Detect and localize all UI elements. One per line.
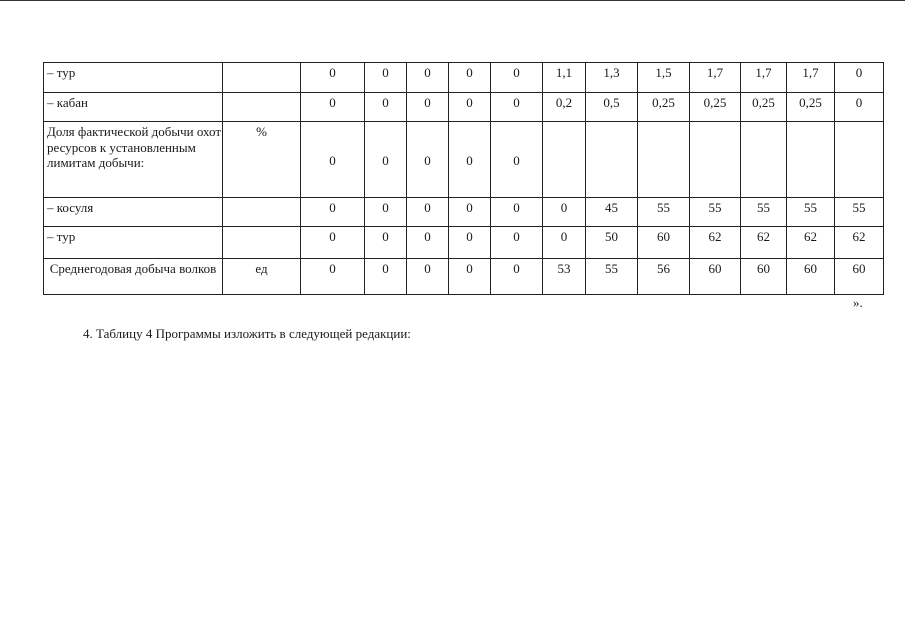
- table-cell: 0: [301, 198, 365, 227]
- row-unit: [223, 198, 301, 227]
- table-cell: 0: [491, 93, 543, 122]
- row-unit: ед: [223, 259, 301, 295]
- table-cell: 0: [365, 198, 407, 227]
- table-cell: 62: [787, 227, 835, 259]
- table-cell: 0: [301, 93, 365, 122]
- table-cell: 0: [449, 122, 491, 198]
- table-cell: 0: [365, 122, 407, 198]
- table-cell: 62: [835, 227, 884, 259]
- table-cell: 0: [365, 63, 407, 93]
- row-unit: [223, 93, 301, 122]
- table-cell: 0: [365, 259, 407, 295]
- table-cell: 0: [301, 122, 365, 198]
- table-cell: 1,3: [586, 63, 638, 93]
- table-cell: 0: [835, 63, 884, 93]
- table-cell: 55: [586, 259, 638, 295]
- table-cell: 60: [690, 259, 741, 295]
- table-cell: 60: [638, 227, 690, 259]
- data-table: [43, 62, 884, 295]
- table-cell: [586, 122, 638, 198]
- table-cell: 55: [835, 198, 884, 227]
- table-row: [44, 259, 884, 295]
- table-cell: 0: [407, 122, 449, 198]
- table-cell: 0: [407, 63, 449, 93]
- row-label: Доля фактической добычи охот ресурсов к установленным лимитам добычи:: [44, 122, 223, 198]
- table-cell: 60: [741, 259, 787, 295]
- table-cell: 0,25: [741, 93, 787, 122]
- top-rule: [0, 0, 905, 1]
- table-cell: 60: [835, 259, 884, 295]
- row-label: – кабан: [44, 93, 223, 122]
- table-cell: 62: [690, 227, 741, 259]
- table-cell: 62: [741, 227, 787, 259]
- row-unit: %: [223, 122, 301, 198]
- table-cell: 1,5: [638, 63, 690, 93]
- row-label: – тур: [44, 63, 223, 93]
- table-cell: 60: [787, 259, 835, 295]
- table-cell: 0: [365, 227, 407, 259]
- table-row: [44, 227, 884, 259]
- table-cell: 0,5: [586, 93, 638, 122]
- table-cell: 0: [449, 198, 491, 227]
- table-cell: 0: [449, 227, 491, 259]
- table-cell: 55: [690, 198, 741, 227]
- instruction-paragraph: 4. Таблицу 4 Программы изложить в следующей редакции:: [83, 326, 411, 341]
- table-cell: 0: [491, 227, 543, 259]
- table-cell: 0: [449, 63, 491, 93]
- table-cell: 56: [638, 259, 690, 295]
- table-cell: 0: [407, 259, 449, 295]
- table-row: [44, 198, 884, 227]
- table-cell: 0: [491, 259, 543, 295]
- table-cell: 0: [491, 63, 543, 93]
- closing-quote: ».: [853, 295, 863, 310]
- table-cell: 0: [407, 198, 449, 227]
- table-cell: 0: [407, 227, 449, 259]
- table-cell: 1,7: [741, 63, 787, 93]
- table-cell: [835, 122, 884, 198]
- table-cell: 55: [741, 198, 787, 227]
- table-cell: 0: [449, 93, 491, 122]
- row-label: Среднегодовая добыча волков: [44, 259, 223, 295]
- table-cell: 0: [543, 198, 586, 227]
- table-cell: 1,7: [787, 63, 835, 93]
- table-cell: 0: [407, 93, 449, 122]
- table-cell: 0: [301, 259, 365, 295]
- table-cell: 0: [449, 259, 491, 295]
- table-cell: 0: [301, 227, 365, 259]
- table-cell: 0: [543, 227, 586, 259]
- table-cell: 0: [835, 93, 884, 122]
- table-cell: [787, 122, 835, 198]
- table-cell: 0: [365, 93, 407, 122]
- table-cell: [638, 122, 690, 198]
- table-cell: [741, 122, 787, 198]
- table-cell: 0,25: [690, 93, 741, 122]
- table-cell: 0,2: [543, 93, 586, 122]
- row-unit: [223, 63, 301, 93]
- table-row: [44, 122, 884, 198]
- table-cell: 0: [301, 63, 365, 93]
- table-cell: 55: [787, 198, 835, 227]
- table-row: [44, 63, 884, 93]
- table-cell: 0: [491, 198, 543, 227]
- table-cell: 45: [586, 198, 638, 227]
- table-row: [44, 93, 884, 122]
- row-unit: [223, 227, 301, 259]
- table-cell: 1,1: [543, 63, 586, 93]
- table-cell: 0: [491, 122, 543, 198]
- table-cell: 1,7: [690, 63, 741, 93]
- row-label: – косуля: [44, 198, 223, 227]
- table-cell: 0,25: [638, 93, 690, 122]
- table-cell: 53: [543, 259, 586, 295]
- table-cell: 50: [586, 227, 638, 259]
- table-cell: [543, 122, 586, 198]
- table-cell: [690, 122, 741, 198]
- table-cell: 0,25: [787, 93, 835, 122]
- row-label: – тур: [44, 227, 223, 259]
- table-cell: 55: [638, 198, 690, 227]
